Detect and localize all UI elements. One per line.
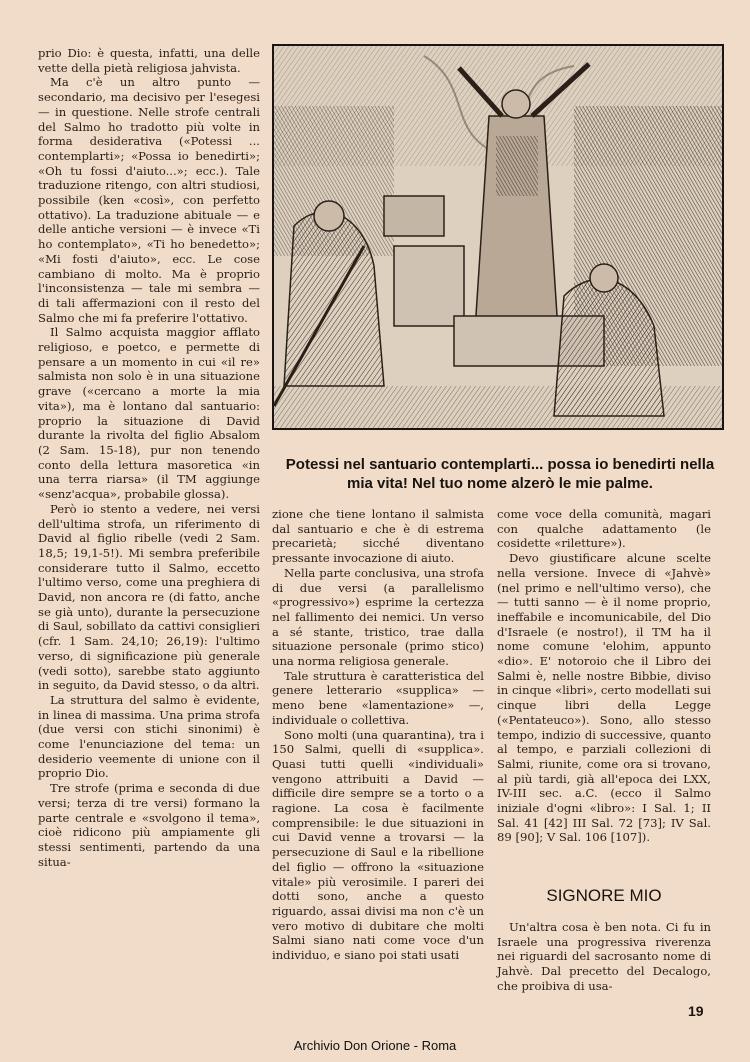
- text-column-middle: [272, 507, 484, 963]
- paragraph: Un'altra cosa è ben nota. Ci fu in Israele una progressiva riverenza nei riguardi del sacrosanto nome di Jahvè. Dal precetto del Decalogo, che proibiva di usa-: [497, 920, 711, 993]
- illustration-caption: Potessi nel santuario contemplarti... possa io benedirti nella mia vita! Nel tuo nome alzerò le mie palme.: [285, 456, 715, 492]
- text-column-left: [38, 46, 260, 869]
- paragraph: La struttura del salmo è evidente, in linea di massima. Una prima strofa (due versi con stichi sinonimi) è come l'enunciazione del tema: un desiderio veemente di unione con il proprio Dio.: [38, 692, 260, 781]
- paragraph: Tre strofe (prima e seconda di due versi; terza di tre versi) formano la parte centrale e «svolgono il tema», cioè ridicono più ampiamente gli stessi sentimenti, partendo da una situa-: [38, 781, 260, 869]
- paragraph: Tale struttura è caratteristica del genere letterario «supplica» — meno bene «lamentazione» —, individuale o collettiva.: [272, 668, 484, 727]
- engraving-illustration: [272, 44, 724, 430]
- section-heading: SIGNORE MIO: [546, 886, 662, 905]
- paragraph: Però io stento a vedere, nei versi dell'ultima strofa, un riferimento di David al figlio ribelle (vedi 2 Sam. 18,5; 19,1-5!). Mi sembra preferibile considerare tutto il Salmo, eccetto l'ultimo verso, come una preghiera di David, non ancora re (di fatto, anche se già unto), durante la persecuzione di Saul, sobillato da cattivi consiglieri (cfr. 1 Sam. 24,10; 26,19): l'ultimo verso, di significazione più generale (vedi sotto), sarebbe stato aggiunto in seguito, da David stesso, o da altri.: [38, 501, 260, 693]
- paragraph: zione che tiene lontano il salmista dal santuario e che è di estrema precarietà; sicché diventano pressante invocazione di aiuto.: [272, 507, 484, 566]
- paragraph: prio Dio: è questa, infatti, una delle vette della pietà religiosa jahvista.: [38, 46, 260, 75]
- text-column-right: [497, 507, 711, 845]
- paragraph: Ma c'è un altro punto — secondario, ma decisivo per l'esegesi — in questione. Nelle strofe centrali del Salmo ho tradotto più volte in forma desiderativa («Potessi ... contemplarti»; «Possa io benedirti»; «Oh tu fossi d'aiuto...»; ecc.). Tale traduzione ritengo, con altri studiosi, possibile (ken «così», con perfetto ottativo). La traduzione abituale — e delle antiche versioni — è invece «Ti ho contemplato», «Ti ho benedetto»; «Mi fosti d'aiuto», ecc. Le cose cambiano di molto. Ma è proprio l'inconsistenza — tale mi sembra — di tali affermazioni con il resto del Salmo che mi fa preferire l'ottativo.: [38, 75, 260, 325]
- archive-footer: Archivio Don Orione - Roma: [293, 1038, 457, 1053]
- paragraph: Sono molti (una quarantina), tra i 150 Salmi, quelli di «supplica». Quasi tutti quelli «individuali» vengono attribuiti a David — difficile dire sempre se a torto o a ragione. La cosa è facilmente comprensibile: le due situazioni in cui David venne a trovarsi — la persecuzione di Saul e la ribellione del figlio — offrono la «situazione vitale» più verosimile. I pareri dei dotti sono, anche a questo riguardo, assai divisi ma non c'è un vero motivo di dubitare che molti Salmi siano nati come voce d'un individuo, e siano poi stati usati: [272, 727, 484, 963]
- page-number: 19: [688, 1003, 704, 1019]
- text-column-right-continued: [497, 920, 711, 994]
- paragraph: Devo giustificare alcune scelte nella versione. Invece di «Jahvè» (nel primo e nell'ultimo verso), che — tutti sanno — è il nome proprio, ineffabile e incomunicabile, del Dio d'Israele (e nostro!), il TM ha il nome comune 'elohim, appunto «dio». E' notoroio che il Libro dei Salmi è, nelle nostre Bibbie, diviso in cinque «libri», certo modellati sui cinque libri della Legge («Pentateuco»). Sono, allo stesso tempo, indizio di successive, quanto al tempo, e parziali collezioni di Salmi, riunite, come ora si trovano, al più tardi, già all'epoca dei LXX, IV-III sec. a.C. (ecco il Salmo iniziale d'ogni «libro»: I Sal. 1; II Sal. 41 [42] III Sal. 72 [73]; IV Sal. 89 [90]; V Sal. 106 [107]).: [497, 551, 711, 845]
- paragraph: Il Salmo acquista maggior afflato religioso, e poetco, e permette di pensare a un momento in cui «il re» salmista non solo è in una situazione grave («cercano a morte la mia vita»), ma è lontano dal santuario: proprio la situazione di David durante la rivolta del figlio Absalom (2 Sam. 15-18), pur non tenendo conto della lettura masoretica «in una terra riarsa» (il TM aggiunge «senz'acqua», probabile glossa).: [38, 325, 260, 502]
- engraving-drawing: [274, 46, 722, 428]
- paragraph: Nella parte conclusiva, una strofa di due versi (a parallelismo «progressivo») esprime la certezza nel fallimento dei nemici. Un verso a sé stante, tristico, trae dalla situazione personale (primo stico) una norma religiosa generale.: [272, 565, 484, 669]
- paragraph: come voce della comunità, magari con qualche adattamento (le cosidette «riletture»).: [497, 507, 711, 551]
